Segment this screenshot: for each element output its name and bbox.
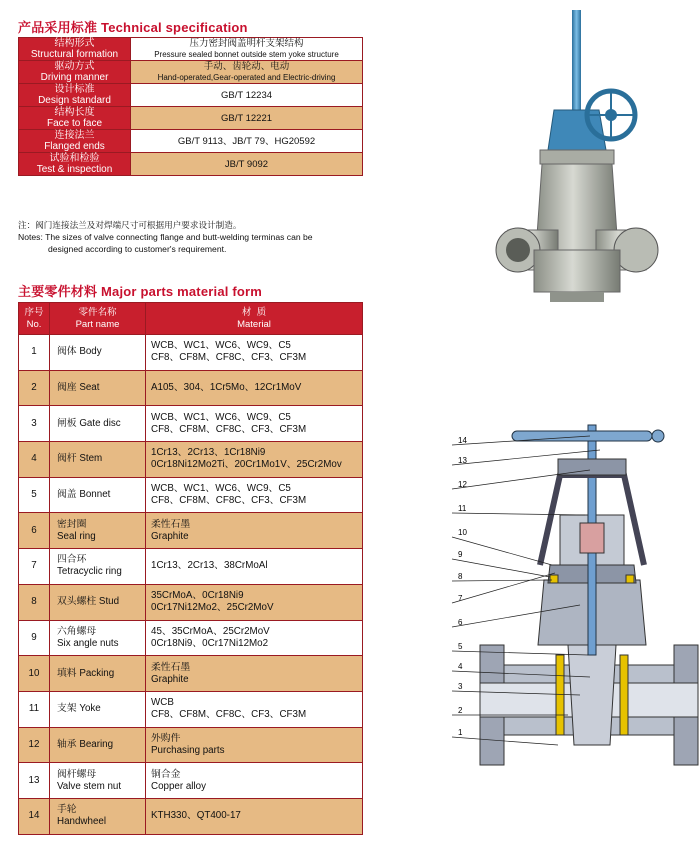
spec-label <box>19 130 131 153</box>
part-material-1: 35CrMoA、0Cr18Ni9 <box>151 590 244 602</box>
part-material <box>146 335 363 371</box>
part-material-2: CF8、CF8M、CF8C、CF3、CF3M <box>151 352 307 364</box>
part-name <box>50 584 146 620</box>
header-material <box>146 303 363 335</box>
spec-label-en: Structural formation <box>30 49 119 60</box>
parts-row <box>19 335 363 371</box>
spec-label-en: Flanged ends <box>44 141 105 152</box>
spec-label-zh: 试验和检验 <box>49 153 100 164</box>
part-name-1: 轴承 Bearing <box>57 738 114 750</box>
part-name-1: 阀杆螺母 <box>57 768 97 780</box>
part-name <box>50 370 146 406</box>
spec-value-zh: 压力密封阀盖明杆支架结构 <box>189 38 304 49</box>
part-name-1: 四合环 <box>57 554 87 566</box>
callout-label: 8 <box>458 572 463 581</box>
spec-value-zh: JB/T 9092 <box>224 158 269 170</box>
callout-label: 9 <box>458 550 463 559</box>
callout-leader <box>452 651 588 655</box>
part-material <box>146 513 363 549</box>
part-material-1: 外购件 <box>151 732 181 744</box>
part-name-1: 密封圈 <box>57 518 87 530</box>
callout-leader <box>452 513 585 515</box>
spec-row <box>19 61 363 84</box>
part-material-1: A105、304、1Cr5Mo、12Cr1MoV <box>151 382 302 394</box>
callout-label: 6 <box>458 618 463 627</box>
part-name <box>50 442 146 478</box>
part-name <box>50 656 146 692</box>
part-name-1: 六角螺母 <box>57 625 97 637</box>
part-name <box>50 477 146 513</box>
parts-row <box>19 798 363 834</box>
note-en-1: Notes: The sizes of valve connecting flange and butt-welding terminas can be <box>18 232 313 242</box>
spec-row <box>19 153 363 176</box>
part-name <box>50 549 146 585</box>
part-name <box>50 763 146 799</box>
part-material-1: WCB <box>151 697 174 709</box>
parts-row <box>19 513 363 549</box>
callout-label: 10 <box>458 528 467 537</box>
spec-value-en: Pressure sealed bonnet outside stem yoke structure <box>154 50 339 59</box>
part-material-2: Copper alloy <box>151 780 207 792</box>
header-no <box>19 303 50 335</box>
callout-leader <box>452 737 558 745</box>
part-no: 9 <box>19 620 50 656</box>
part-material-1: KTH330、QT400-17 <box>151 810 241 822</box>
part-material-2: CF8、CF8M、CF8C、CF3、CF3M <box>151 495 307 507</box>
part-name-2: Six angle nuts <box>57 637 119 649</box>
header-name-en: Part name <box>75 318 120 330</box>
spec-value <box>131 107 363 130</box>
callout-label: 5 <box>458 642 463 651</box>
part-no: 13 <box>19 763 50 799</box>
part-name <box>50 620 146 656</box>
part-no: 7 <box>19 549 50 585</box>
spec-row <box>19 130 363 153</box>
parts-row <box>19 549 363 585</box>
part-name-1: 阀座 Seat <box>57 382 100 394</box>
part-name-1: 阀盖 Bonnet <box>57 489 111 501</box>
part-material <box>146 763 363 799</box>
part-material-1: WCB、WC1、WC6、WC9、C5 <box>151 340 291 352</box>
spec-label-en: Test & inspection <box>36 164 113 175</box>
part-material <box>146 442 363 478</box>
spec-row <box>19 84 363 107</box>
part-material-1: WCB、WC1、WC6、WC9、C5 <box>151 411 291 423</box>
part-name-2: Handwheel <box>57 816 107 828</box>
parts-table <box>18 302 363 835</box>
spec-value-zh: 手动、齿轮动、电动 <box>203 61 290 72</box>
part-name-1: 闸板 Gate disc <box>57 417 121 429</box>
part-material-2: CF8、CF8M、CF8C、CF3、CF3M <box>151 423 307 435</box>
spec-value <box>131 38 363 61</box>
part-material <box>146 798 363 834</box>
part-material <box>146 477 363 513</box>
callout-label: 1 <box>458 728 463 737</box>
part-no: 6 <box>19 513 50 549</box>
spec-row <box>19 107 363 130</box>
callout-leader <box>452 470 590 489</box>
part-material-1: 45、35CrMoA、25Cr2MoV <box>151 625 270 637</box>
part-no: 12 <box>19 727 50 763</box>
part-name-1: 阀杆 Stem <box>57 453 103 465</box>
spec-value-zh: GB/T 12221 <box>220 112 273 124</box>
part-material <box>146 620 363 656</box>
part-material <box>146 406 363 442</box>
spec-label-en: Face to face <box>46 118 103 129</box>
spec-label <box>19 38 131 61</box>
header-material-en: Material <box>237 318 271 330</box>
callout-label: 13 <box>458 456 467 465</box>
valve-section <box>480 425 698 765</box>
spec-label-zh: 结构长度 <box>54 107 95 118</box>
parts-row <box>19 406 363 442</box>
spec-label <box>19 153 131 176</box>
header-no-zh: 序号 <box>24 306 44 318</box>
part-material-2: 0Cr17Ni12Mo2、25Cr2MoV <box>151 602 274 614</box>
part-material-1: 1Cr13、2Cr13、38CrMoAl <box>151 560 268 572</box>
spec-label <box>19 84 131 107</box>
part-material-1: 铜合金 <box>151 768 181 780</box>
part-material <box>146 727 363 763</box>
part-no: 5 <box>19 477 50 513</box>
spec-label-zh: 设计标准 <box>54 84 95 95</box>
part-name-2: Tetracyclic ring <box>57 566 122 578</box>
callout-leader <box>452 580 552 581</box>
parts-row <box>19 370 363 406</box>
part-name <box>50 335 146 371</box>
part-no: 14 <box>19 798 50 834</box>
part-name <box>50 513 146 549</box>
part-name <box>50 727 146 763</box>
spec-value <box>131 130 363 153</box>
part-material-1: WCB、WC1、WC6、WC9、C5 <box>151 483 291 495</box>
header-name <box>50 303 146 335</box>
part-name-1: 双头螺柱 Stud <box>57 596 120 608</box>
parts-row <box>19 727 363 763</box>
parts-row <box>19 442 363 478</box>
spec-value <box>131 61 363 84</box>
part-no: 8 <box>19 584 50 620</box>
spec-value-zh: GB/T 12234 <box>220 89 273 101</box>
part-material-1: 柔性石墨 <box>151 518 191 530</box>
part-no: 11 <box>19 691 50 727</box>
spec-label-zh: 连接法兰 <box>54 130 95 141</box>
spec-value-zh: GB/T 9113、JB/T 79、HG20592 <box>177 135 316 147</box>
part-material-2: Purchasing parts <box>151 744 225 756</box>
part-material <box>146 584 363 620</box>
part-material-1: 柔性石墨 <box>151 661 191 673</box>
parts-row <box>19 763 363 799</box>
spec-notes <box>18 219 363 255</box>
spec-value <box>131 84 363 107</box>
spec-value <box>131 153 363 176</box>
callout-label: 11 <box>458 504 467 513</box>
callout-label: 3 <box>458 682 463 691</box>
spec-label <box>19 61 131 84</box>
callout-leader <box>452 559 550 577</box>
part-name-2: Valve stem nut <box>57 780 122 792</box>
part-material <box>146 549 363 585</box>
part-material <box>146 370 363 406</box>
part-material-2: 0Cr18Ni9、0Cr17Ni12Mo2 <box>151 637 269 649</box>
part-name <box>50 691 146 727</box>
part-name-1: 填料 Packing <box>57 667 115 679</box>
part-name-1: 阀体 Body <box>57 346 102 358</box>
part-no: 10 <box>19 656 50 692</box>
spec-label-zh: 驱动方式 <box>54 61 95 72</box>
callout-label: 12 <box>458 480 467 489</box>
spec-label-zh: 结构形式 <box>54 38 95 49</box>
part-name-1: 支架 Yoke <box>57 703 101 715</box>
callout-leader <box>452 573 555 603</box>
parts-row <box>19 477 363 513</box>
spec-table <box>18 37 363 176</box>
part-material-2: Graphite <box>151 530 189 542</box>
callout-label: 2 <box>458 706 463 715</box>
part-no: 1 <box>19 335 50 371</box>
part-no: 2 <box>19 370 50 406</box>
part-material <box>146 691 363 727</box>
part-material-2: Graphite <box>151 673 189 685</box>
callout-label: 14 <box>458 436 467 445</box>
note-zh: 注：阀门连接法兰及对焊端尺寸可根据用户要求设计制造。 <box>18 220 242 230</box>
spec-title: 产品采用标准 Technical specification <box>18 20 248 35</box>
part-material-2: CF8、CF8M、CF8C、CF3、CF3M <box>151 709 307 721</box>
note-en-2: designed according to customer's requirement. <box>48 244 227 254</box>
part-name <box>50 406 146 442</box>
spec-label-en: Design standard <box>38 95 111 106</box>
spec-label <box>19 107 131 130</box>
parts-row <box>19 620 363 656</box>
part-material-2: 0Cr18Ni12Mo2Ti、20Cr1Mo1V、25Cr2Mov <box>151 459 342 471</box>
parts-row <box>19 691 363 727</box>
parts-row <box>19 584 363 620</box>
callout-leader <box>452 537 552 565</box>
valve-photo <box>494 0 660 312</box>
spec-row <box>19 38 363 61</box>
sectional-diagram <box>440 415 700 835</box>
parts-header-row <box>19 303 363 335</box>
parts-title: 主要零件材料 Major parts material form <box>18 284 263 299</box>
spec-value-en: Hand-operated,Gear-operated and Electric-driving <box>157 73 336 82</box>
part-no: 3 <box>19 406 50 442</box>
parts-row <box>19 656 363 692</box>
part-name <box>50 798 146 834</box>
part-material <box>146 656 363 692</box>
part-no: 4 <box>19 442 50 478</box>
part-name-1: 手轮 <box>57 804 77 816</box>
header-no-en: No. <box>26 318 42 330</box>
part-name-2: Seal ring <box>57 530 96 542</box>
callout-label: 7 <box>458 594 463 603</box>
spec-label-en: Driving manner <box>40 72 109 83</box>
header-material-zh: 材 质 <box>241 306 267 318</box>
callout-label: 4 <box>458 662 463 671</box>
part-material-1: 1Cr13、2Cr13、1Cr18Ni9 <box>151 447 266 459</box>
header-name-zh: 零件名称 <box>78 306 117 318</box>
